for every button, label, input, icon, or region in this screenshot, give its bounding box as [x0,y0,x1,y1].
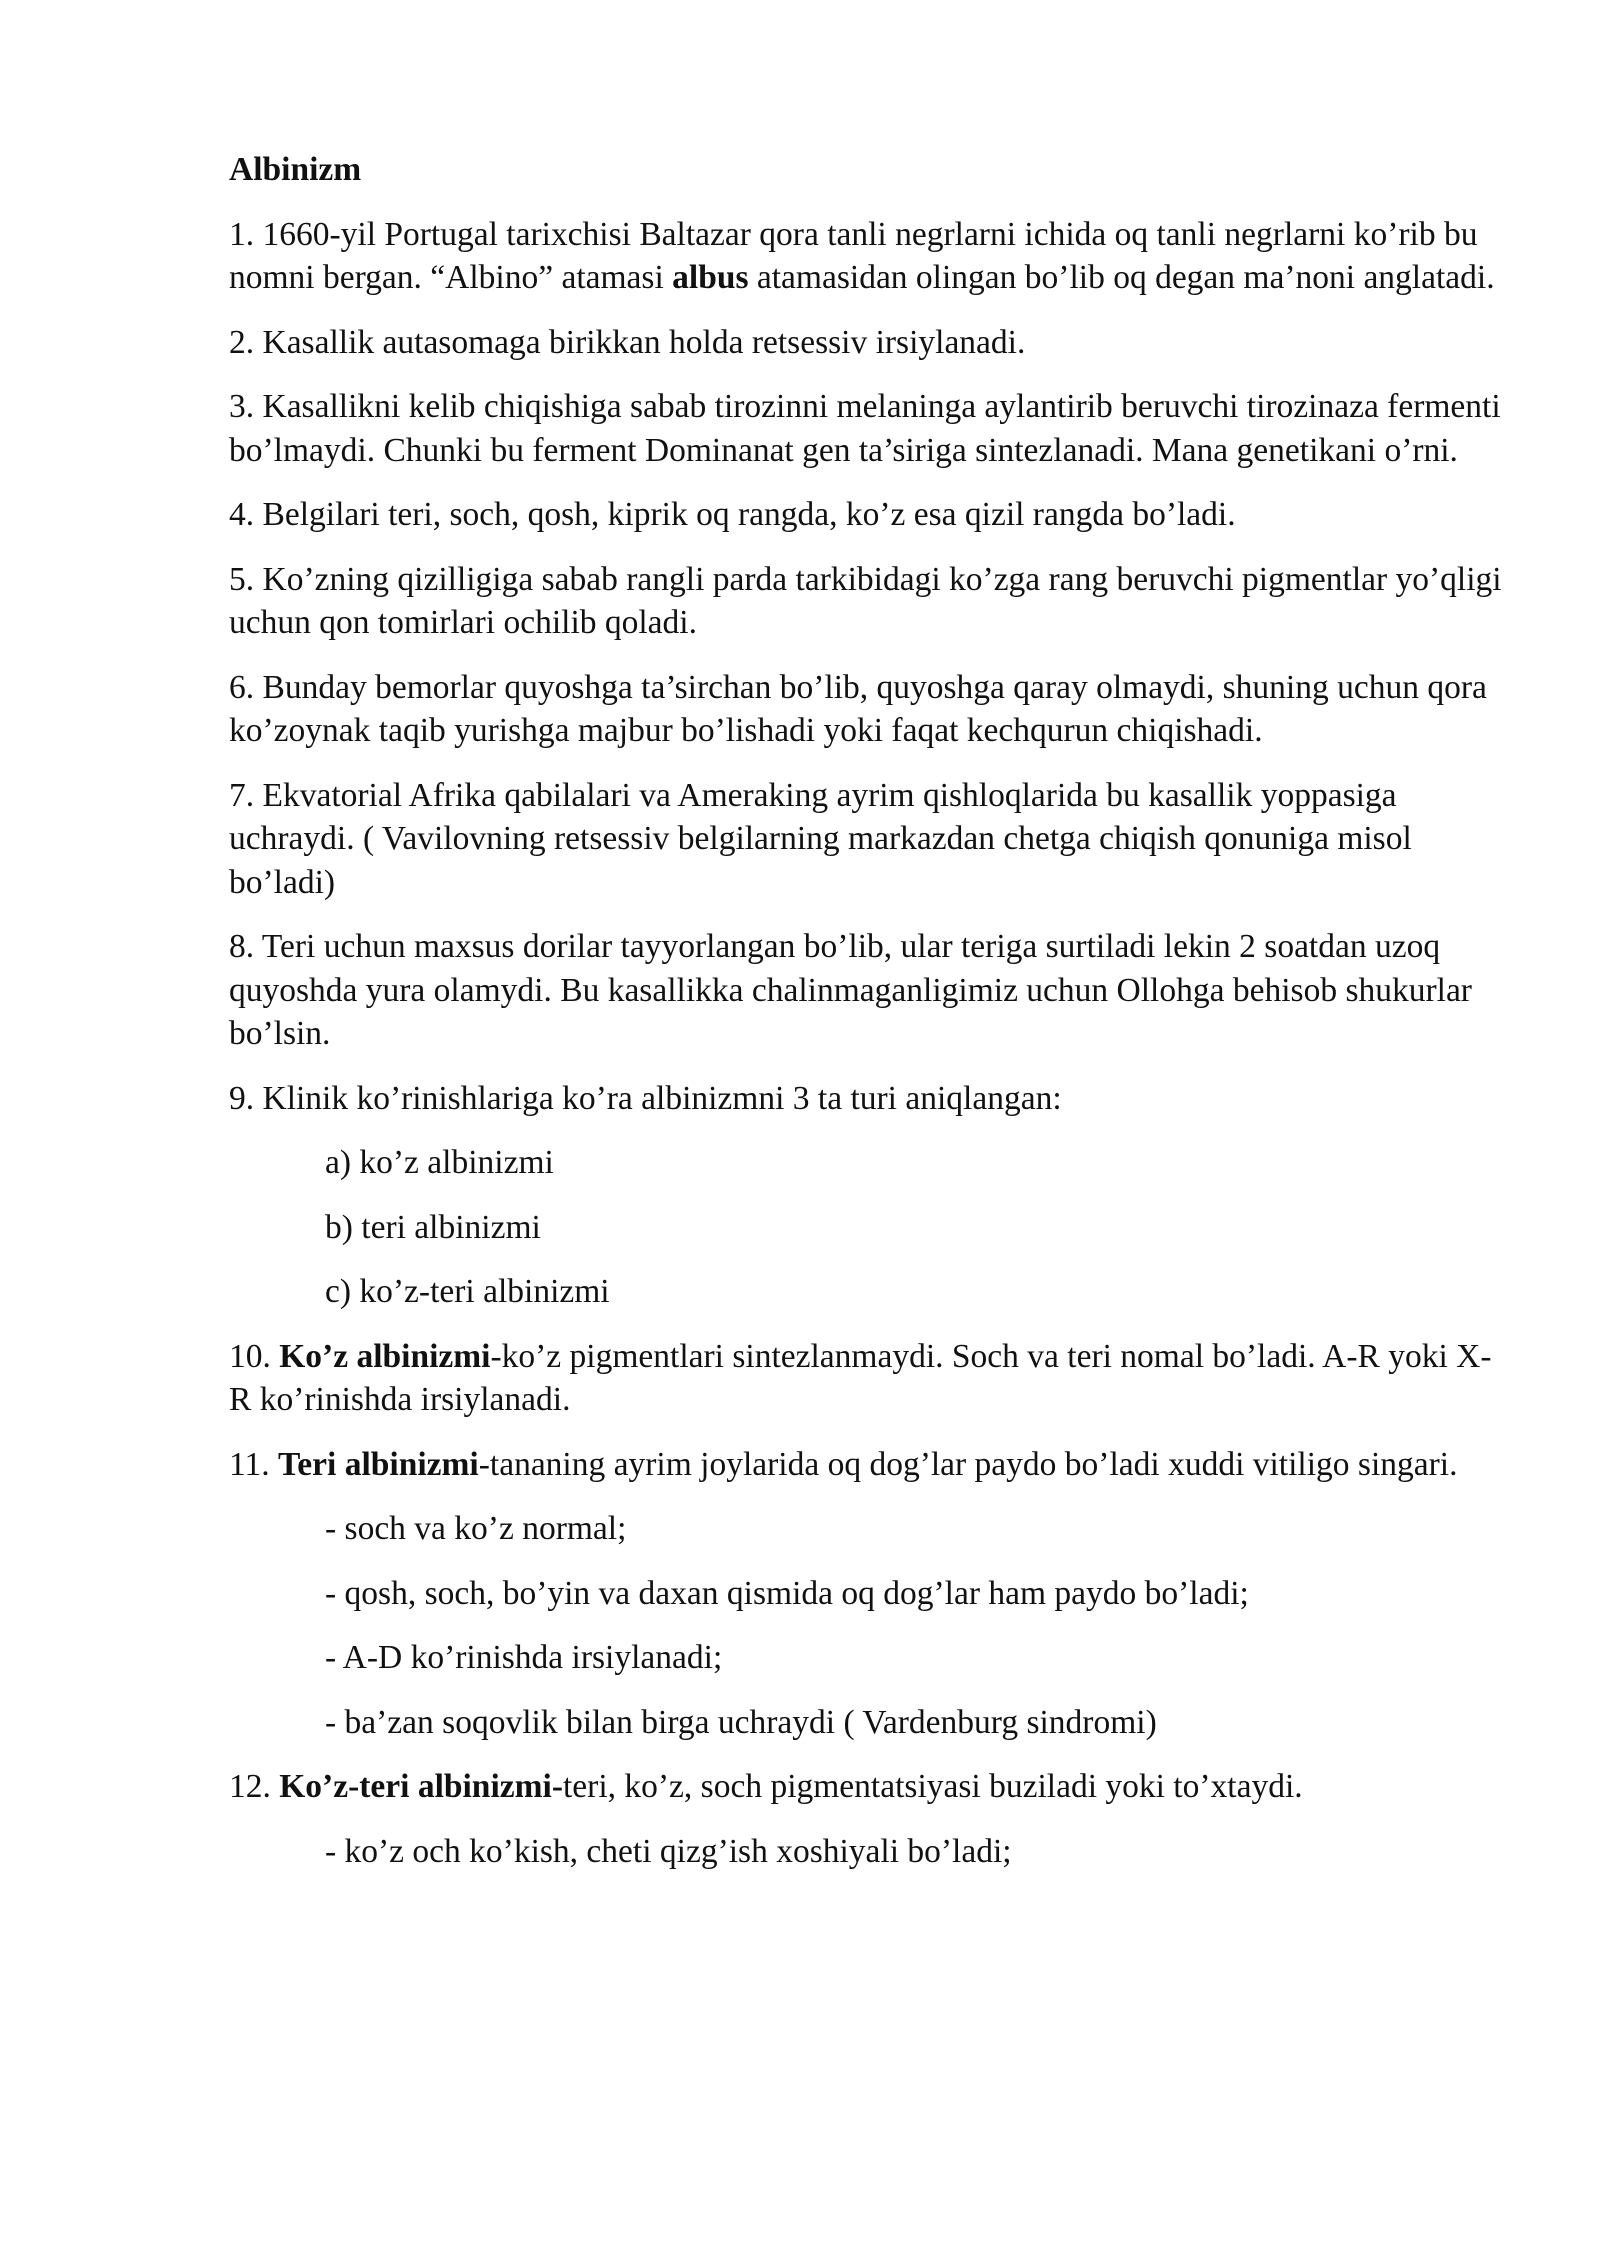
paragraph-2: 2. Kasallik autasomaga birikkan holda retsessiv irsiylanadi. [229,323,1026,361]
paragraph-10-number: 10. [229,1337,280,1375]
paragraph-11-number: 11. [229,1445,279,1483]
document-page [229,148,1509,1894]
paragraph-1 [229,213,1509,300]
paragraph-10 [229,1335,1509,1422]
list-item: - ko’z och ko’kish, cheti qizg’ish xoshiyali bo’ladi; [325,1832,1012,1870]
type-item: b) teri albinizmi [325,1208,541,1246]
paragraph-12-bold-term: Ko’z-teri albinizmi- [279,1768,563,1805]
type-item: a) ko’z albinizmi [325,1144,554,1181]
paragraph-7: 7. Ekvatorial Afrika qabilalari va Ameraking ayrim qishloqlarida bu kasallik yoppasiga uchraydi. ( Vavilovning retsessiv belgilarning markazdan chetga chiqish qonuniga misol bo’ladi) [229,776,1412,901]
document-title: Albinizm [229,151,362,188]
list-item: - qosh, soch, bo’yin va daxan qismida oq dog’lar ham paydo bo’ladi; [325,1574,1249,1612]
paragraph-10-bold-term: Ko’z albinizmi [279,1337,491,1375]
list-item: - A-D ko’rinishda irsiylanadi; [325,1639,723,1676]
paragraph-12-text: teri, ko’z, soch pigmentatsiyasi buziladi yoki to’xtaydi. [563,1768,1303,1805]
paragraph-11 [229,1443,1509,1487]
type-item: c) ko’z-teri albinizmi [325,1273,610,1310]
paragraph-11-text: -tananing ayrim joylarida oq dog’lar paydo bo’ladi xuddi vitiligo singari. [478,1445,1458,1483]
paragraph-5: 5. Ko’zning qizilligiga sabab rangli parda tarkibidagi ko’zga rang beruvchi pigmentlar yo’qligi uchun qon tomirlari ochilib qoladi. [229,560,1502,641]
paragraph-10-text: -ko’z pigmentlari sintezlanmaydi. Soch va teri nomal bo’ladi. A-R yoki X-R ko’rinishda irsiylanadi. [229,1337,1492,1418]
list-item: - ba’zan soqovlik bilan birga uchraydi ( Vardenburg sindromi) [325,1703,1157,1741]
paragraph-12-number: 12. [229,1768,280,1805]
paragraph-6: 6. Bunday bemorlar quyoshga ta’sirchan bo’lib, quyoshga qaray olmaydi, shuning uchun qora ko’zoynak taqib yurishga majbur bo’lishadi yoki faqat kechqurun chiqishadi. [229,668,1487,749]
paragraph-1-text-a: 1. 1660-yil Portugal tarixchisi Baltazar qora tanli negrlarni ichida oq tanli negrlarni ko’rib bu nomni bergan. “Albino” atamasi [229,215,1478,296]
paragraph-1-bold-term: albus [672,259,749,296]
paragraph-3: 3. Kasallikni kelib chiqishiga sabab tirozinni melaninga aylantirib beruvchi tirozinaza fermenti bo’lmaydi. Chunki bu ferment Dominanat gen ta’siriga sintezlanadi. Mana genetikani o’rni. [229,388,1501,469]
list-item: - soch va ko’z normal; [325,1510,627,1547]
paragraph-1-text-c: atamasidan olingan bo’lib oq degan ma’noni anglatadi. [748,259,1495,296]
paragraph-8: 8. Teri uchun maxsus dorilar tayyorlangan bo’lib, ular teriga surtiladi lekin 2 soatdan uzoq quyoshda yura olamydi. Bu kasallikka chalinmaganligimiz uchun Ollohga behisob shukurlar bo’lsin. [229,928,1472,1052]
paragraph-11-bold-term: Teri albinizmi [278,1445,479,1483]
paragraph-12 [229,1765,1509,1809]
paragraph-9: 9. Klinik ko’rinishlariga ko’ra albinizmni 3 ta turi aniqlangan: [229,1079,1062,1117]
paragraph-4: 4. Belgilari teri, soch, qosh, kiprik oq rangda, ko’z esa qizil rangda bo’ladi. [229,496,1236,533]
